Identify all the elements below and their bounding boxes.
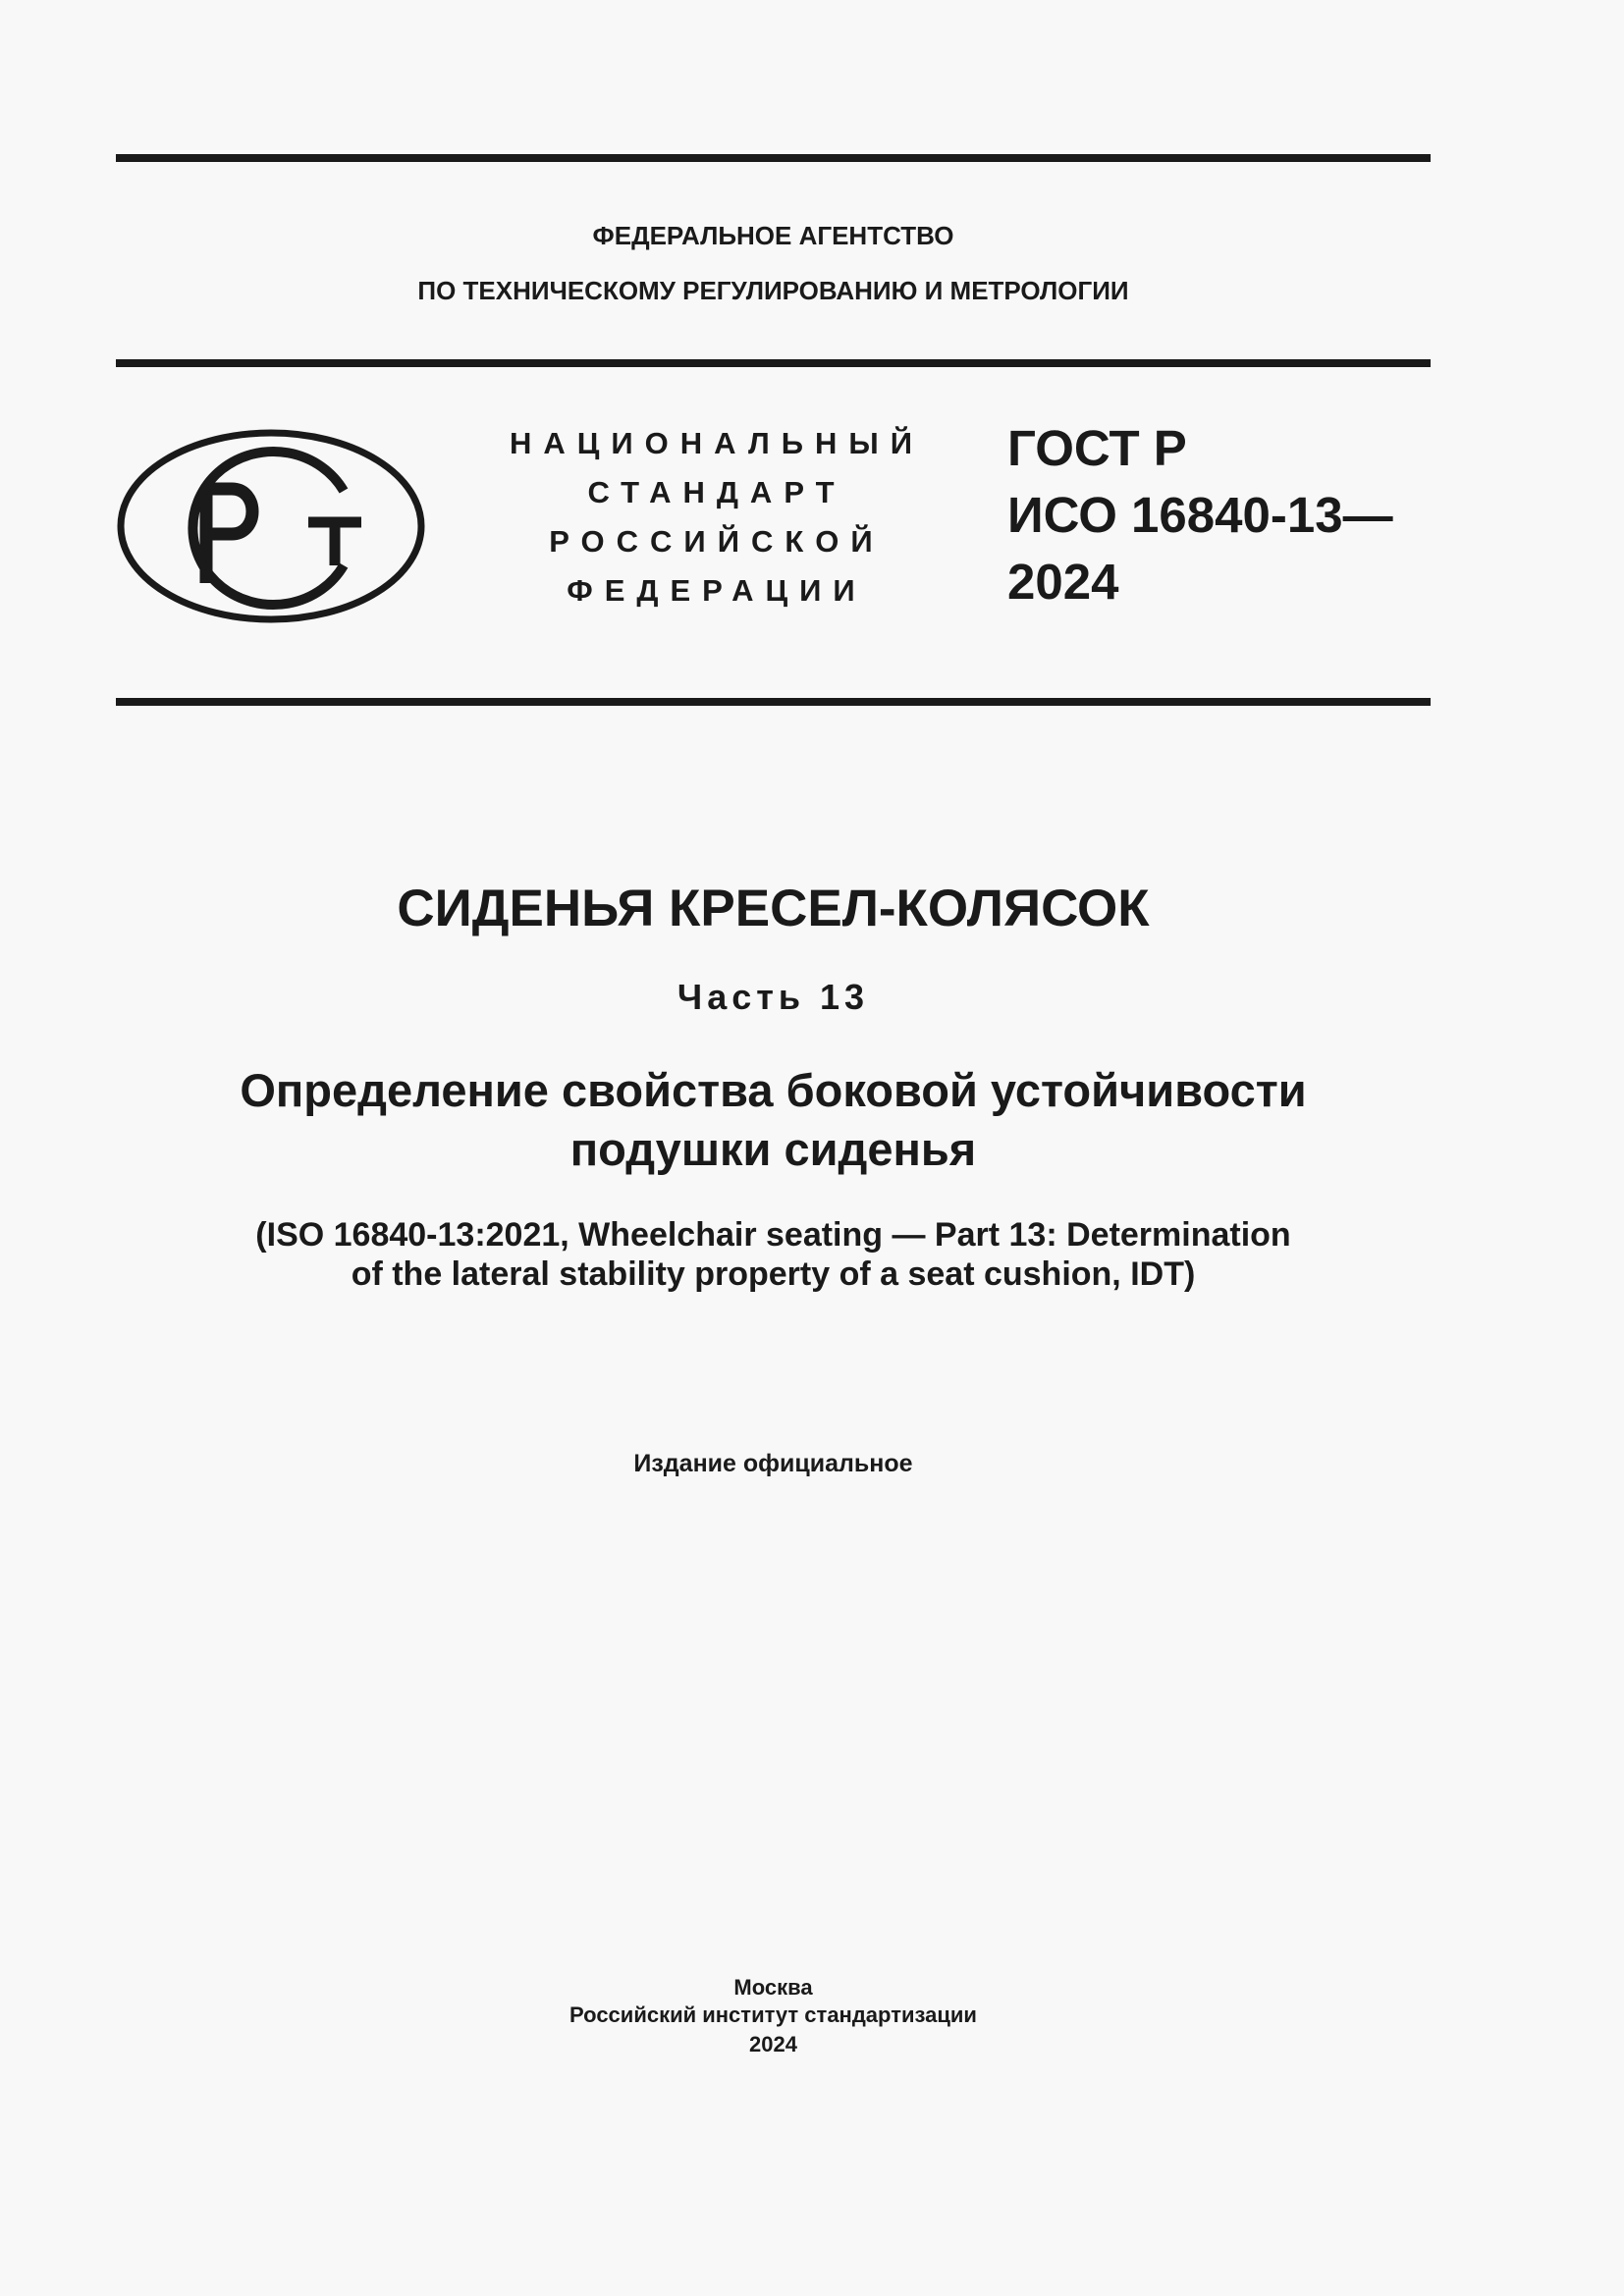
- publication-year: 2024: [749, 2032, 797, 2056]
- section-rule: [116, 698, 1431, 706]
- part-number: Часть 13: [677, 977, 870, 1017]
- iso-reference-line-1: (ISO 16840-13:2021, Wheelchair seating — Part 13: Determination: [255, 1216, 1291, 1254]
- rst-logo-icon: [116, 428, 426, 624]
- national-line-2: СТАНДАРТ: [587, 475, 846, 509]
- national-line-1: НАЦИОНАЛЬНЫЙ: [509, 426, 925, 460]
- iso-reference-line-2: of the lateral stability property of a seat cushion, IDT): [351, 1255, 1196, 1293]
- standard-designation-line-2: ИСО 16840-13—: [1007, 487, 1393, 543]
- subtitle-line-1: Определение свойства боковой устойчивости: [240, 1064, 1307, 1116]
- national-line-3: РОССИЙСКОЙ: [549, 524, 885, 559]
- header-rule: [116, 359, 1431, 367]
- edition-label: Издание официальное: [633, 1450, 913, 1477]
- subtitle-line-2: подушки сиденья: [569, 1123, 977, 1175]
- national-line-4: ФЕДЕРАЦИИ: [567, 573, 867, 608]
- top-rule: [116, 154, 1431, 162]
- standard-designation-line-3: 2024: [1007, 554, 1119, 610]
- standard-designation-line-1: ГОСТ Р: [1007, 420, 1187, 476]
- publisher-city: Москва: [733, 1975, 813, 2000]
- agency-line-1: ФЕДЕРАЛЬНОЕ АГЕНТСТВО: [592, 221, 954, 250]
- publisher-name: Российский институт стандартизации: [569, 2002, 977, 2027]
- document-title: СИДЕНЬЯ КРЕСЕЛ-КОЛЯСОК: [397, 880, 1150, 937]
- agency-line-2: ПО ТЕХНИЧЕСКОМУ РЕГУЛИРОВАНИЮ И МЕТРОЛОГИИ: [417, 276, 1129, 305]
